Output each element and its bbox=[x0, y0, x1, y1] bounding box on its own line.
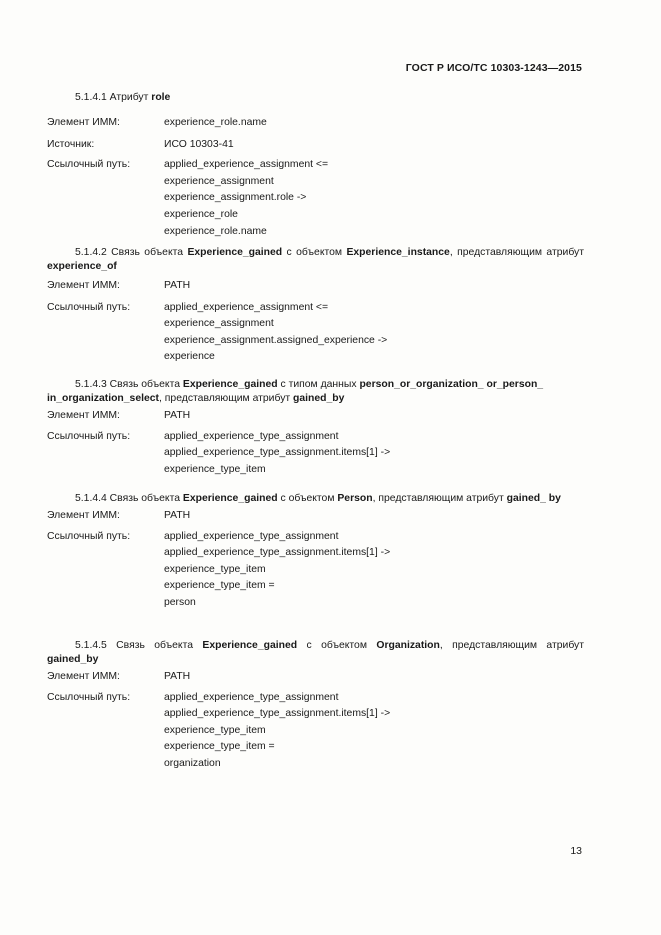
path-line: person bbox=[164, 596, 196, 608]
element-row bbox=[47, 508, 584, 525]
source-value: ИСО 10303-41 bbox=[164, 138, 234, 150]
section-heading bbox=[47, 378, 584, 406]
heading-text: с объектом bbox=[282, 247, 347, 258]
section-5-1-4-2 bbox=[47, 246, 584, 363]
section-heading bbox=[47, 91, 584, 105]
path-line: experience_type_item = bbox=[164, 741, 275, 753]
path-label: Ссылочный путь: bbox=[47, 159, 131, 171]
element-value: PATH bbox=[164, 410, 191, 421]
heading-entity: Experience_gained bbox=[187, 247, 283, 258]
heading-text: , представляющим атрибут bbox=[372, 493, 507, 504]
section-5-1-4-5 bbox=[47, 639, 584, 769]
standard-designation: ГОСТ Р ИСО/ТС 10303-1243—2015 bbox=[405, 62, 582, 74]
heading-text: 5.1.4.2 Связь объекта bbox=[75, 247, 188, 258]
path-label: Ссылочный путь: bbox=[47, 530, 131, 542]
section-heading bbox=[47, 639, 584, 667]
element-row bbox=[47, 669, 584, 686]
element-label: Элемент ИММ: bbox=[47, 117, 120, 128]
section-5-1-4-3 bbox=[47, 378, 584, 475]
reference-path bbox=[164, 429, 390, 479]
reference-path bbox=[164, 300, 387, 366]
reference-path bbox=[164, 157, 328, 240]
path-line: experience_type_item bbox=[164, 724, 266, 736]
heading-text: , представляющим атрибут bbox=[449, 247, 584, 258]
path-row bbox=[47, 529, 584, 608]
element-label: Элемент ИММ: bbox=[47, 671, 120, 682]
heading-text: 5.1.4.5 Связь объекта bbox=[75, 640, 203, 651]
path-line: organization bbox=[164, 757, 221, 769]
heading-entity: Experience_gained bbox=[182, 493, 278, 504]
path-line: experience_type_item = bbox=[164, 580, 275, 592]
path-label: Ссылочный путь: bbox=[47, 691, 131, 703]
heading-text: 5.1.4.1 Атрибут bbox=[75, 92, 152, 103]
heading-attribute: role bbox=[151, 92, 171, 103]
heading-text: 5.1.4.3 Связь объекта bbox=[75, 379, 183, 390]
heading-entity: Person bbox=[337, 493, 373, 504]
element-label: Элемент ИММ: bbox=[47, 280, 120, 291]
page-number: 13 bbox=[570, 845, 582, 857]
path-line: applied_experience_type_assignment bbox=[164, 530, 339, 542]
path-line: applied_experience_type_assignment.items[1] -> bbox=[164, 447, 391, 459]
path-row bbox=[47, 690, 584, 769]
heading-text: , представляющим атрибут bbox=[159, 393, 294, 404]
heading-text: с типом данных bbox=[277, 379, 360, 390]
section-heading bbox=[47, 246, 584, 274]
path-line: experience_type_item bbox=[164, 463, 266, 475]
path-line: experience bbox=[164, 351, 215, 363]
element-value: PATH bbox=[164, 671, 191, 682]
element-row bbox=[47, 115, 584, 132]
path-line: applied_experience_assignment <= bbox=[164, 159, 329, 171]
heading-text: с объектом bbox=[277, 493, 338, 504]
element-label: Элемент ИММ: bbox=[47, 510, 120, 521]
section-5-1-4-4 bbox=[47, 492, 584, 608]
path-line: experience_role.name bbox=[164, 225, 267, 237]
heading-text: , представляющим атрибут bbox=[439, 640, 584, 651]
element-value: PATH bbox=[164, 280, 191, 291]
path-label: Ссылочный путь: bbox=[47, 301, 131, 313]
path-line: experience_type_item bbox=[164, 563, 266, 575]
path-line: applied_experience_type_assignment bbox=[164, 430, 339, 442]
reference-path bbox=[164, 529, 390, 612]
path-line: applied_experience_type_assignment.items[1] -> bbox=[164, 708, 391, 720]
element-label: Элемент ИММ: bbox=[47, 410, 120, 421]
path-line: experience_role bbox=[164, 208, 238, 220]
heading-entity: Organization bbox=[376, 640, 440, 651]
path-line: experience_assignment.assigned_experience -> bbox=[164, 334, 388, 346]
path-label: Ссылочный путь: bbox=[47, 430, 131, 442]
path-line: applied_experience_type_assignment bbox=[164, 691, 339, 703]
element-row bbox=[47, 408, 584, 425]
heading-attribute: gained_ by bbox=[506, 493, 561, 504]
source-row bbox=[47, 137, 584, 154]
element-row bbox=[47, 278, 584, 295]
heading-entity: Experience_gained bbox=[202, 640, 298, 651]
path-line: experience_assignment bbox=[164, 175, 274, 187]
heading-entity: Experience_gained bbox=[182, 379, 278, 390]
path-row bbox=[47, 429, 584, 475]
section-heading bbox=[47, 492, 584, 506]
reference-path bbox=[164, 690, 390, 773]
heading-text: с объектом bbox=[297, 640, 377, 651]
path-line: experience_assignment.role -> bbox=[164, 192, 307, 204]
element-value: experience_role.name bbox=[164, 117, 267, 128]
section-5-1-4-1 bbox=[47, 91, 584, 237]
heading-attribute: gained_by bbox=[293, 393, 345, 404]
heading-datatype: person_or_organization_ or_person_ in_organization_select bbox=[47, 379, 544, 404]
path-line: applied_experience_assignment <= bbox=[164, 301, 329, 313]
heading-attribute: gained_by bbox=[47, 654, 99, 665]
path-row bbox=[47, 300, 584, 363]
path-line: applied_experience_type_assignment.items[1] -> bbox=[164, 547, 391, 559]
path-row bbox=[47, 157, 584, 237]
heading-attribute: experience_of bbox=[47, 261, 117, 272]
source-label: Источник: bbox=[47, 138, 95, 150]
heading-text: 5.1.4.4 Связь объекта bbox=[75, 493, 183, 504]
element-value: PATH bbox=[164, 510, 191, 521]
path-line: experience_assignment bbox=[164, 318, 274, 330]
heading-entity: Experience_instance bbox=[346, 247, 450, 258]
